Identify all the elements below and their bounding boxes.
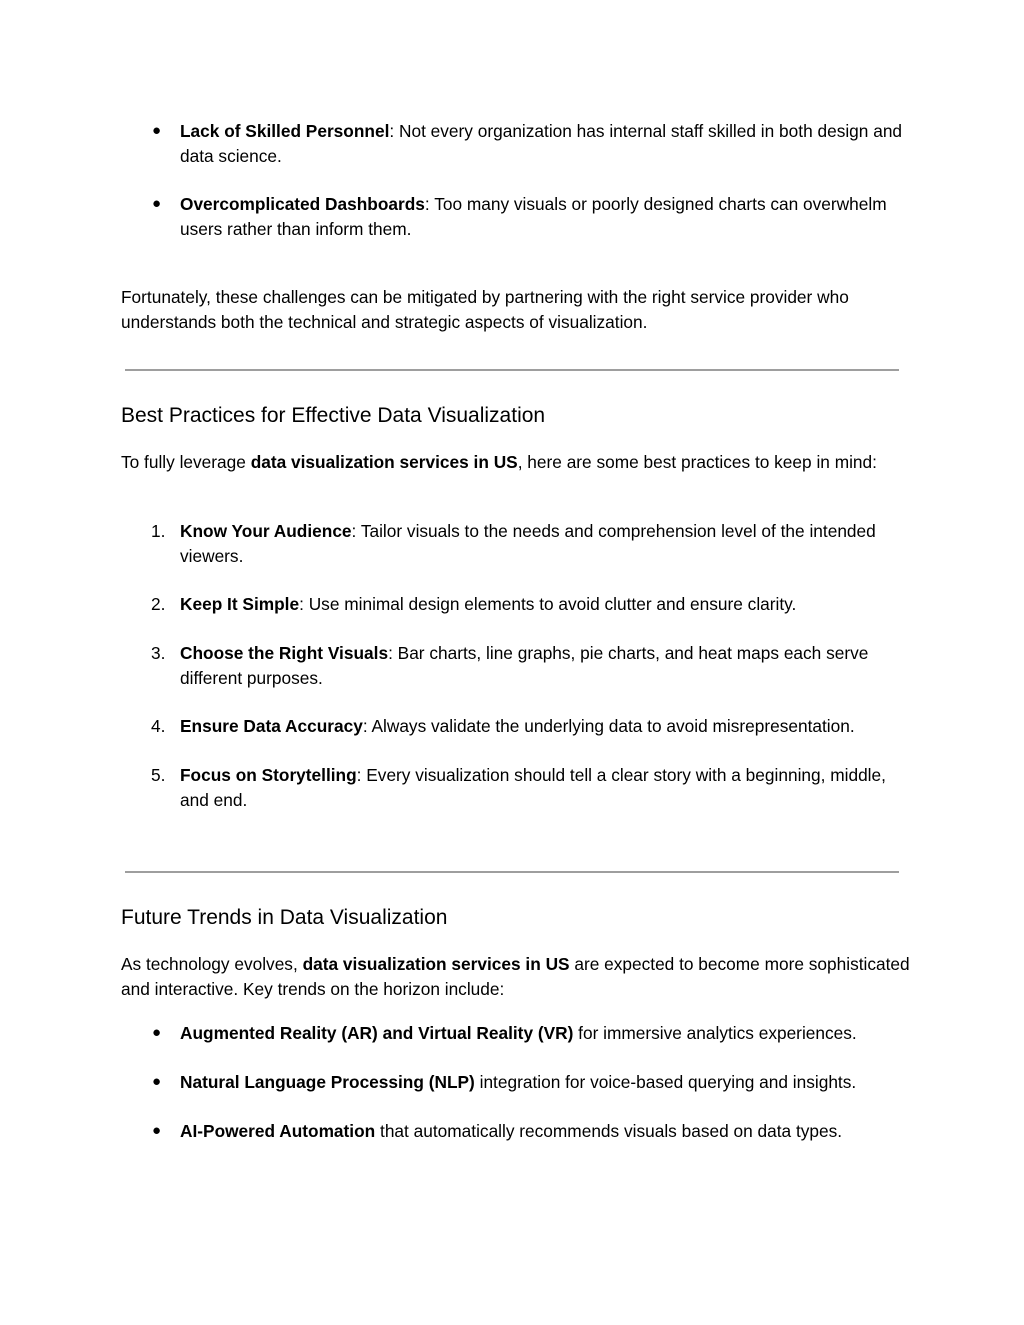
list-item-text bbox=[180, 1119, 911, 1144]
list-item-term: Natural Language Processing (NLP) bbox=[180, 1072, 475, 1092]
numbered-list-item bbox=[121, 763, 911, 812]
bullet-marker: ● bbox=[152, 122, 162, 139]
intro-text: , here are some best practices to keep in mind: bbox=[517, 452, 877, 472]
list-item-term: Choose the Right Visuals bbox=[180, 643, 389, 663]
list-item-text bbox=[180, 119, 911, 168]
future-trends-intro bbox=[121, 952, 911, 1001]
bullet-marker: ● bbox=[152, 1073, 162, 1090]
horizontal-divider bbox=[125, 871, 899, 873]
list-item-description: : Always validate the underlying data to avoid misrepresentation. bbox=[362, 716, 855, 736]
best-practices-intro bbox=[121, 450, 911, 475]
list-item-term: Overcomplicated Dashboards bbox=[180, 194, 425, 214]
list-item-description: : Too many visuals or poorly designed charts can overwhelm users rather than inform them. bbox=[180, 194, 887, 239]
section-heading-future-trends: Future Trends in Data Visualization bbox=[121, 906, 448, 929]
intro-text: are expected to become more sophisticated and interactive. Key trends on the horizon include: bbox=[121, 954, 910, 999]
list-item-term: Know Your Audience bbox=[180, 521, 352, 541]
list-item-text bbox=[180, 763, 911, 812]
list-item-description: integration for voice-based querying and insights. bbox=[474, 1072, 857, 1092]
list-item-text bbox=[180, 1021, 911, 1046]
numbered-list-item bbox=[121, 592, 911, 617]
horizontal-divider bbox=[125, 369, 899, 371]
bullet-marker: ● bbox=[152, 1024, 162, 1041]
intro-text: As technology evolves, bbox=[121, 954, 303, 974]
list-number: 5. bbox=[151, 765, 166, 785]
list-item-description: for immersive analytics experiences. bbox=[573, 1023, 857, 1043]
list-item bbox=[121, 1119, 911, 1144]
list-item-text bbox=[180, 519, 911, 568]
list-item-term: Lack of Skilled Personnel bbox=[180, 121, 390, 141]
list-item-text bbox=[180, 1070, 911, 1095]
list-item-term: Focus on Storytelling bbox=[180, 765, 357, 785]
list-number: 4. bbox=[151, 716, 166, 736]
list-item-term: Keep It Simple bbox=[180, 594, 300, 614]
list-number: 2. bbox=[151, 594, 166, 614]
numbered-list-item bbox=[121, 641, 911, 690]
numbered-list-item bbox=[121, 519, 911, 568]
list-item bbox=[121, 1070, 911, 1095]
list-item-text bbox=[180, 192, 911, 241]
numbered-list-item bbox=[121, 714, 911, 739]
intro-keyword: data visualization services in US bbox=[250, 452, 518, 472]
list-number: 3. bbox=[151, 643, 166, 663]
list-item-text bbox=[180, 641, 911, 690]
list-item-description: : Use minimal design elements to avoid clutter and ensure clarity. bbox=[299, 594, 797, 614]
list-item bbox=[121, 1021, 911, 1046]
list-item-term: Augmented Reality (AR) and Virtual Reality (VR) bbox=[180, 1023, 574, 1043]
list-item-text bbox=[180, 592, 911, 617]
list-item-term: Ensure Data Accuracy bbox=[180, 716, 363, 736]
list-item-description: : Bar charts, line graphs, pie charts, and heat maps each serve different purposes. bbox=[180, 643, 869, 688]
list-item-term: AI-Powered Automation bbox=[180, 1121, 376, 1141]
intro-text: To fully leverage bbox=[121, 452, 251, 472]
list-item bbox=[121, 192, 911, 241]
list-item-description: : Tailor visuals to the needs and comprehension level of the intended viewers. bbox=[180, 521, 876, 566]
list-item-description: that automatically recommends visuals based on data types. bbox=[375, 1121, 843, 1141]
intro-keyword: data visualization services in US bbox=[302, 954, 570, 974]
list-item-description: : Not every organization has internal staff skilled in both design and data science. bbox=[180, 121, 903, 166]
section-heading-best-practices: Best Practices for Effective Data Visualization bbox=[121, 404, 546, 427]
bullet-marker: ● bbox=[152, 1122, 162, 1139]
list-item bbox=[121, 119, 911, 168]
list-number: 1. bbox=[151, 521, 166, 541]
challenges-outro-paragraph: Fortunately, these challenges can be mitigated by partnering with the right service provider who understands both the technical and strategic aspects of visualization. bbox=[121, 287, 849, 332]
bullet-marker: ● bbox=[152, 195, 162, 212]
list-item-description: : Every visualization should tell a clear story with a beginning, middle, and end. bbox=[180, 765, 886, 810]
list-item-text bbox=[180, 714, 911, 739]
